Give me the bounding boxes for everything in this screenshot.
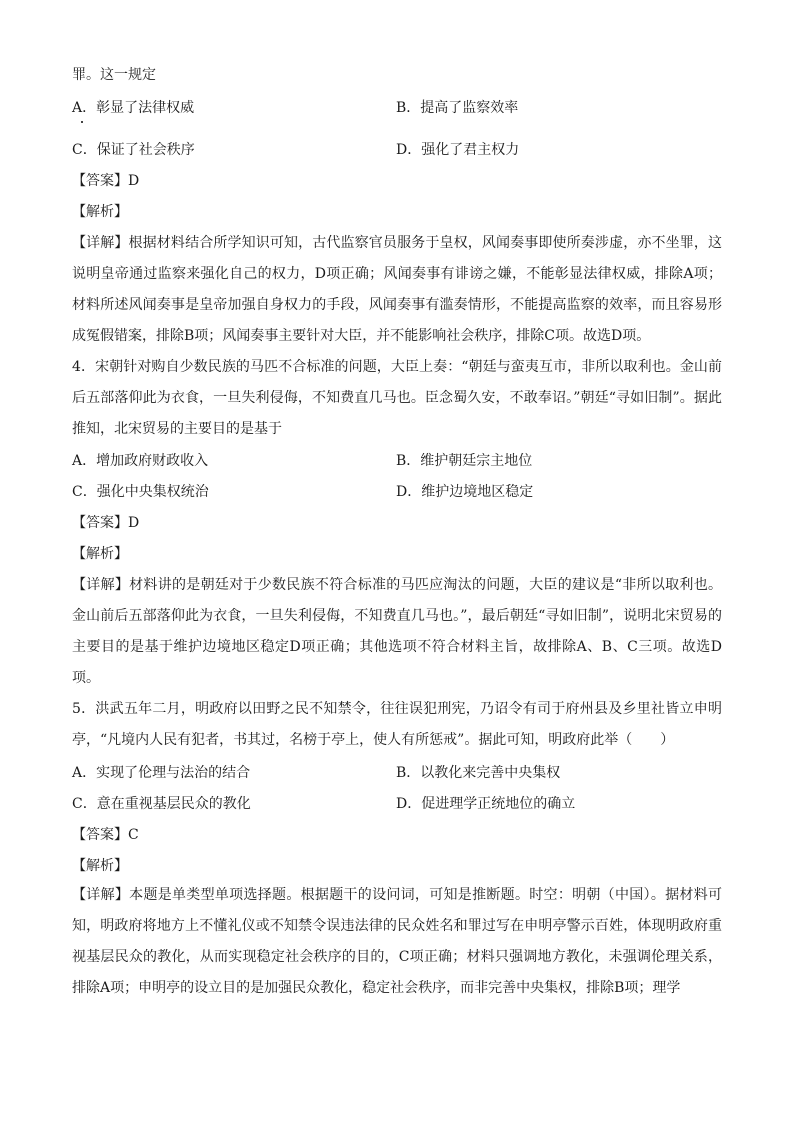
q5-option-b: B．以教化来完善中央集权 xyxy=(396,765,561,781)
q3-option-b: B．提高了监察效率 xyxy=(396,100,519,116)
q5-option-c: C．意在重视基层民众的教化 xyxy=(72,796,251,812)
q3-detail: 【详解】根据材料结合所学知识可知，古代监察官员服务于皇权，风闻奏事即使所奏涉虚，亦不坐罪，这说明皇帝通过监察来强化自己的权力，D项正确；风闻奏事有诽谤之嫌，不能彰显法律权威，排除A项；材料所述风闻奏事是皇帝加强自身权力的手段，风闻奏事有滥奏情形，不能提高监察的效率，而且容易形成冤假错案，排除B项；风闻奏事主要针对大臣，并不能影响社会秩序，排除C项。故选D项。 xyxy=(72,235,722,344)
q4-stem: 4．宋朝针对购自少数民族的马匹不合标准的问题，大臣上奏：“朝廷与蛮夷互市，非所以取利也。金山前后五部落仰此为衣食，一旦失利侵侮，不知费直几马也。臣念蜀久安，不敢奉诏。”朝廷“寻如旧制”。据此推知，北宋贸易的主要目的是基于 xyxy=(72,359,722,437)
q4-option-a: A．增加政府财政收入 xyxy=(72,453,209,469)
q4-option-c: C．强化中央集权统治 xyxy=(72,484,209,500)
q3-analysis-label: 【解析】 xyxy=(72,204,128,220)
q5-detail: 【详解】本题是单类型单项选择题。根据题干的设问词，可知是推断题。时空：明朝（中国）。据材料可知，明政府将地方上不懂礼仪或不知禁令误违法律的民众姓名和罪过写在申明亭警示百姓，体现明政府重视基层民众的教化，从而实现稳定社会秩序的目的，C项正确；材料只强调地方教化，未强调伦理关系，排除A项；申明亭的设立目的是加强民众教化，稳定社会秩序，而非完善中央集权，排除B项；理学 xyxy=(72,887,722,996)
q3-option-c: C．保证了社会秩序 xyxy=(72,142,195,158)
q4-answer: 【答案】D xyxy=(72,515,140,531)
q5-stem: 5．洪武五年二月，明政府以田野之民不知禁令，往往误犯刑宪，乃诏令有司于府州县及乡里社皆立申明亭，“凡境内人民有犯者，书其过，名榜于亭上，使人有所惩戒”。据此可知，明政府此举（ ） xyxy=(72,701,722,748)
q5-analysis-label: 【解析】 xyxy=(72,858,128,874)
q5-option-a: A．实现了伦理与法治的结合 xyxy=(72,765,251,781)
q4-analysis-label: 【解析】 xyxy=(72,546,128,562)
q4-option-b: B．维护朝廷宗主地位 xyxy=(396,453,533,469)
q5-option-d: D．促进理学正统地位的确立 xyxy=(396,796,576,812)
stray-dot-mark xyxy=(81,121,83,123)
q3-stem-end: 罪。这一规定 xyxy=(72,67,156,83)
q3-option-d: D．强化了君主权力 xyxy=(396,142,520,158)
q3-option-a: A．彰显了法律权威 xyxy=(72,100,195,116)
q5-answer: 【答案】C xyxy=(72,827,139,843)
q3-answer: 【答案】D xyxy=(72,173,140,189)
q4-option-d: D．维护边境地区稳定 xyxy=(396,484,534,500)
q4-detail: 【详解】材料讲的是朝廷对于少数民族不符合标准的马匹应淘汰的问题，大臣的建议是“非所以取利也。金山前后五部落仰此为衣食，一旦失利侵侮，不知费直几马也。”，最后朝廷“寻如旧制”，说明北宋贸易的主要目的是基于维护边境地区稳定D项正确；其他选项不符合材料主旨，故排除A、B、C三项。故选D项。 xyxy=(72,577,722,686)
